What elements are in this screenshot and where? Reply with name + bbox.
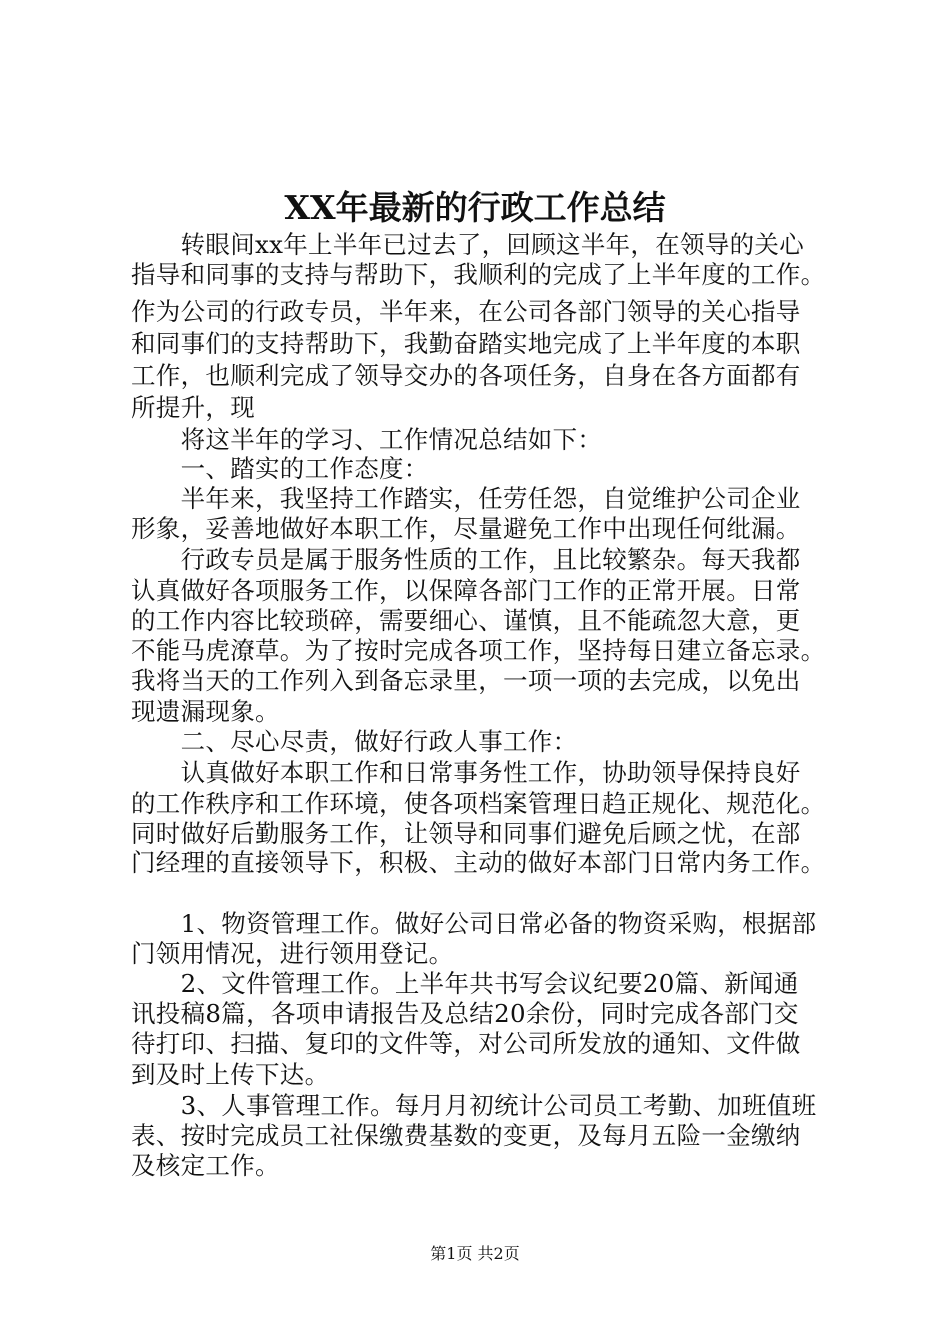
body-line: 半年来，我坚持工作踏实，任劳任怨，自觉维护公司企业 <box>131 484 801 513</box>
body-line: 认真做好各项服务工作，以保障各部门工作的正常开展。日常 <box>131 576 801 605</box>
body-line: 我将当天的工作列入到备忘录里，一项一项的去完成，以免出 <box>131 666 801 695</box>
body-line: 的工作内容比较琐碎，需要细心、谨慎，且不能疏忽大意，更 <box>131 606 801 635</box>
body-line: 的工作秩序和工作环境，使各项档案管理日趋正规化、规范化。 <box>131 789 826 818</box>
body-line: 同时做好后勤服务工作，让领导和同事们避免后顾之忧，在部 <box>131 819 801 848</box>
body-line: 及核定工作。 <box>131 1151 280 1180</box>
body-line: 2、文件管理工作。上半年共书写会议纪要20篇、新闻通 <box>131 969 799 998</box>
body-line: 转眼间xx年上半年已过去了，回顾这半年，在领导的关心 <box>131 230 805 259</box>
body-line: 和同事们的支持帮助下，我勤奋踏实地完成了上半年度的本职 <box>131 329 801 358</box>
body-line: 工作，也顺利完成了领导交办的各项任务，自身在各方面都有 <box>131 361 801 390</box>
body-line: 认真做好本职工作和日常事务性工作，协助领导保持良好 <box>131 758 801 787</box>
body-line: 待打印、扫描、复印的文件等，对公司所发放的通知、文件做 <box>131 1029 801 1058</box>
body-line: 到及时上传下达。 <box>131 1060 330 1089</box>
page-number-footer: 第1页 共2页 <box>430 1244 520 1263</box>
body-line: 所提升，现 <box>131 393 255 422</box>
body-line: 讯投稿8篇，各项申请报告及总结20余份，同时完成各部门交 <box>131 999 799 1028</box>
body-line: 3、人事管理工作。每月月初统计公司员工考勤、加班值班 <box>131 1091 817 1120</box>
document-title: XX年最新的行政工作总结 <box>284 188 666 227</box>
body-line: 不能马虎潦草。为了按时完成各项工作，坚持每日建立备忘录。 <box>131 636 826 665</box>
body-line: 将这半年的学习、工作情况总结如下： <box>131 425 603 454</box>
body-line: 表、按时完成员工社保缴费基数的变更，及每月五险一金缴纳 <box>131 1121 801 1150</box>
body-line: 形象，妥善地做好本职工作，尽量避免工作中出现任何纰漏。 <box>131 514 801 543</box>
section-heading: 二、尽心尽责，做好行政人事工作： <box>131 727 578 756</box>
body-line: 现遗漏现象。 <box>131 697 280 726</box>
body-line: 门经理的直接领导下，积极、主动的做好本部门日常内务工作。 <box>131 848 826 877</box>
body-line: 1、物资管理工作。做好公司日常必备的物资采购，根据部 <box>131 909 817 938</box>
body-line: 行政专员是属于服务性质的工作，且比较繁杂。每天我都 <box>131 545 801 574</box>
section-heading: 一、踏实的工作态度： <box>131 454 429 483</box>
body-line: 作为公司的行政专员，半年来，在公司各部门领导的关心指导 <box>131 297 801 326</box>
body-line: 门领用情况，进行领用登记。 <box>131 939 454 968</box>
body-line: 指导和同事的支持与帮助下，我顺利的完成了上半年度的工作。 <box>131 260 826 289</box>
